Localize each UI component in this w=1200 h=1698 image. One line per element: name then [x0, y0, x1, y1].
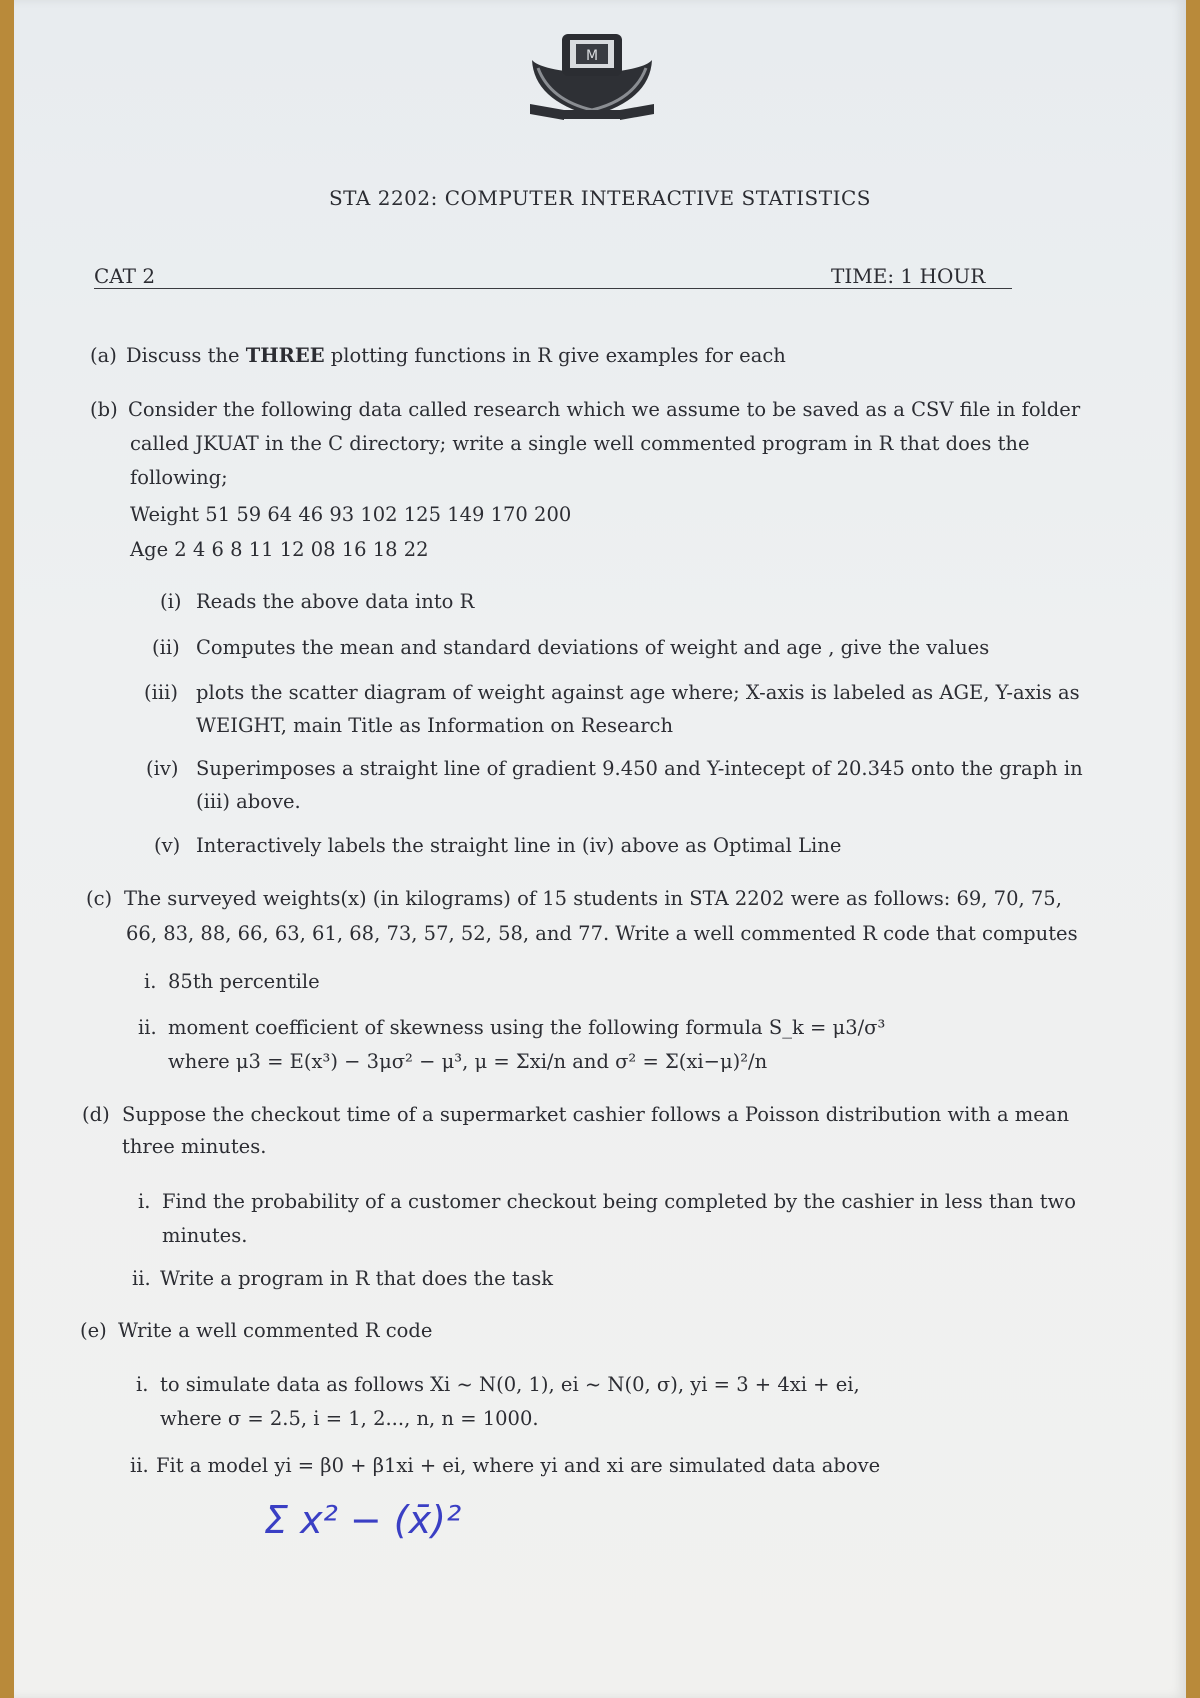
question-c-line1: The surveyed weights(x) (in kilograms) of 15 students in STA 2202 were as follows: 69, 70, 75,: [124, 887, 1062, 910]
question-b-item-label: (v): [154, 834, 181, 857]
university-crest-logo: [524, 30, 660, 122]
question-b-item-text: Superimposes a straight line of gradient 9.450 and Y-intecept of 20.345 onto the graph in: [196, 757, 1083, 780]
weight-data-line: Weight 51 59 64 46 93 102 125 149 170 200: [130, 503, 572, 526]
exam-paper: [14, 0, 1186, 1698]
question-a-label: (a): [90, 344, 117, 367]
question-b-item-label: (i): [160, 590, 182, 613]
question-d-line2: three minutes.: [122, 1135, 267, 1158]
question-b-item-label: (iii): [144, 681, 178, 704]
question-c-line2: 66, 83, 88, 66, 63, 61, 68, 73, 57, 52, 58, and 77. Write a well commented R code that computes: [126, 922, 1078, 945]
question-d-item2-label: ii.: [132, 1267, 151, 1290]
question-c-item1-text: 85th percentile: [168, 970, 320, 993]
question-c-item1-label: i.: [144, 970, 157, 993]
question-b-line3: following;: [130, 466, 228, 489]
question-b-line2: called JKUAT in the C directory; write a single well commented program in R that does the: [130, 432, 1030, 455]
question-b-item-label: (ii): [152, 636, 180, 659]
question-b-item-text: WEIGHT, main Title as Information on Research: [196, 714, 674, 737]
question-c-item2-line1: moment coefficient of skewness using the following formula S_k = μ3/σ³: [168, 1016, 886, 1039]
question-a-text: [126, 344, 786, 367]
question-a-text-post: plotting functions in R give examples for each: [324, 344, 786, 367]
question-b-label: (b): [90, 398, 118, 421]
handwritten-formula: Σ x² − (x̄)²: [264, 1498, 462, 1542]
svg-text:M: M: [585, 48, 599, 64]
question-b-line1: Consider the following data called research which we assume to be saved as a CSV file in folder: [128, 398, 1081, 421]
question-d-item1-label: i.: [138, 1190, 151, 1213]
question-e-item1-label: i.: [136, 1373, 149, 1396]
question-d-item2-text: Write a program in R that does the task: [160, 1267, 554, 1290]
question-e-item1-line2: where σ = 2.5, i = 1, 2..., n, n = 1000.: [160, 1407, 539, 1430]
question-b-item-text: Interactively labels the straight line in (iv) above as Optimal Line: [196, 834, 842, 857]
cat-label: CAT 2: [94, 264, 156, 288]
time-label: TIME: 1 HOUR: [831, 264, 986, 288]
question-d-label: (d): [82, 1103, 110, 1126]
header-divider: [94, 288, 1012, 289]
question-c-item2-line2: where μ3 = E(x³) − 3μσ² − μ³, μ = Σxi/n and σ² = Σ(xi−μ)²/n: [168, 1050, 768, 1073]
question-c-item2-label: ii.: [138, 1016, 157, 1039]
age-data-line: Age 2 4 6 8 11 12 08 16 18 22: [130, 538, 429, 561]
question-a-text-pre: Discuss the: [126, 344, 246, 367]
course-title: STA 2202: COMPUTER INTERACTIVE STATISTICS: [328, 186, 871, 210]
question-b-item-text: (iii) above.: [196, 790, 301, 813]
question-d-line1: Suppose the checkout time of a supermarket cashier follows a Poisson distribution with a mean: [122, 1103, 1070, 1126]
question-e-line1: Write a well commented R code: [118, 1319, 433, 1342]
question-d-item1-line1: Find the probability of a customer checkout being completed by the cashier in less than two: [162, 1190, 1076, 1213]
question-b-item-text: Computes the mean and standard deviations of weight and age , give the values: [196, 636, 990, 659]
question-e-item1-line1: to simulate data as follows Xi ~ N(0, 1), ei ~ N(0, σ), yi = 3 + 4xi + ei,: [160, 1373, 860, 1396]
question-e-label: (e): [80, 1319, 107, 1342]
question-b-item-label: (iv): [146, 757, 179, 780]
question-d-item1-line2: minutes.: [162, 1224, 248, 1247]
question-a-text-bold: THREE: [245, 344, 325, 367]
question-b-item-text: plots the scatter diagram of weight against age where; X-axis is labeled as AGE, Y-axis as: [196, 681, 1080, 704]
question-b-item-text: Reads the above data into R: [196, 590, 475, 613]
question-e-item2-label: ii.: [130, 1454, 149, 1477]
question-c-label: (c): [86, 887, 113, 910]
question-e-item2-text: Fit a model yi = β0 + β1xi + ei, where yi and xi are simulated data above: [156, 1454, 881, 1477]
